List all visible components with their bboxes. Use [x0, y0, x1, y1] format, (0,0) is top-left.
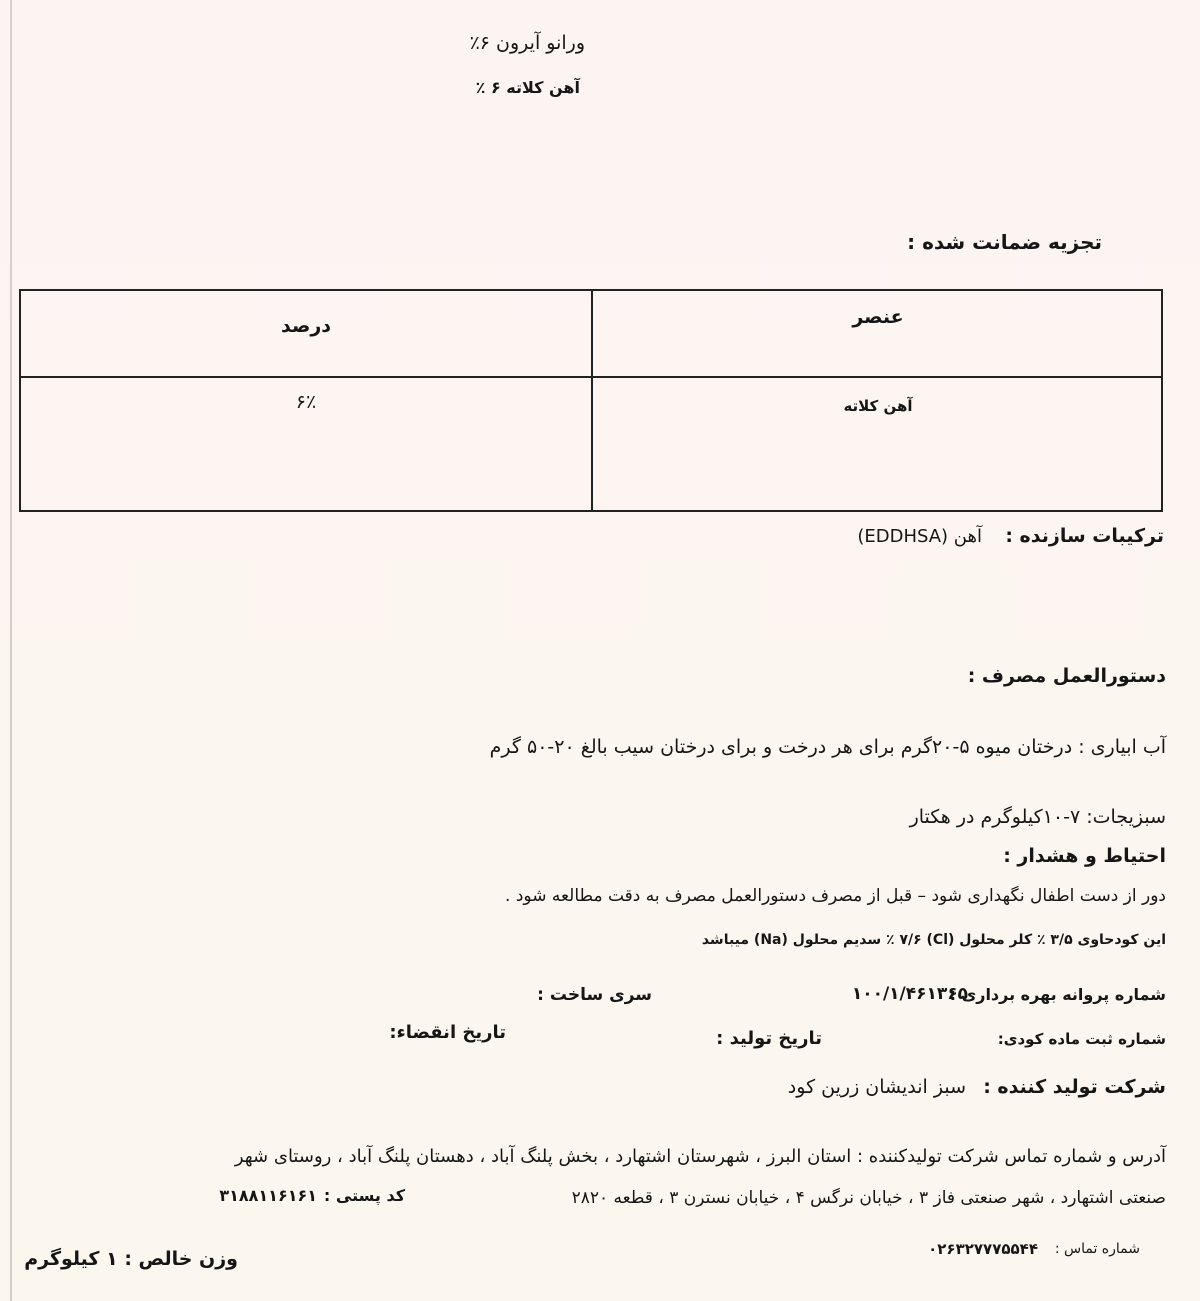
license-label: شماره پروانه بهره برداری :: [949, 985, 1166, 1004]
manufacturer-label: شرکت تولید کننده :: [983, 1076, 1166, 1098]
table-divider: [21, 376, 1161, 378]
page-edge: [10, 0, 12, 1301]
analysis-table: [19, 289, 1163, 512]
expiry-label: تاریخ انقضاء:: [389, 1022, 506, 1043]
ingredients-label: ترکیبات سازنده :: [1005, 525, 1164, 547]
license-value: ۱۰۰/۱/۴۶۱۳۶۵: [851, 984, 968, 1004]
warnings-title: احتیاط و هشدار :: [1003, 845, 1166, 867]
iron-chelate-line: آهن کلاته ۶ ٪: [475, 78, 580, 97]
instructions-irrigation: آب ابیاری : درختان میوه ۵-۲۰گرم برای هر درخت و برای درختان سیب بالغ ۲۰-۵۰ گرم: [489, 736, 1166, 758]
phone-label: شماره تماس :: [1054, 1241, 1140, 1257]
fertilizer-reg-label: شماره ثبت ماده کودی:: [997, 1030, 1166, 1048]
warnings-line2: این کودحاوی ۳/۵ ٪ کلر محلول (Cl) ۷/۶ ٪ سدیم محلول (Na) میباشد: [701, 932, 1166, 948]
warnings-line1: دور از دست اطفال نگهداری شود – قبل از مصرف دستورالعمل مصرف به دقت مطالعه شود .: [505, 886, 1166, 906]
instructions-vegetables: سبزیجات: ۷-۱۰کیلوگرم در هکتار: [909, 806, 1166, 828]
postal-label: کد پستی :: [323, 1186, 405, 1205]
ingredients-value: آهن (EDDHSA): [857, 526, 982, 547]
address-line1: آدرس و شماره تماس شرکت تولیدکننده : استان البرز ، شهرستان اشتهارد ، بخش پلنگ آباد ، دهستان پلنگ آباد ، روستای شهر: [234, 1146, 1166, 1167]
column-header-element: عنصر: [852, 306, 904, 328]
production-date-label: تاریخ تولید :: [716, 1028, 822, 1049]
manufacturer-name: سبز اندیشان زرین کود: [787, 1076, 966, 1098]
postal-code: ۳۱۸۸۱۱۶۱۶۱: [219, 1186, 317, 1205]
address-line2: صنعتی اشتهارد ، شهر صنعتی فاز ۳ ، خیابان نرگس ۴ ، خیابان نسترن ۳ ، قطعه ۲۸۲۰: [571, 1188, 1166, 1208]
column-header-percent: درصد: [280, 315, 332, 337]
batch-label: سری ساخت :: [537, 985, 652, 1005]
product-line: ورانو آیرون ۶٪: [469, 32, 585, 54]
instructions-title: دستورالعمل مصرف :: [967, 665, 1166, 687]
table-cell-element: آهن کلاته: [843, 397, 913, 415]
table-cell-percent: ۶٪: [295, 391, 317, 413]
net-weight: وزن خالص : ۱ کیلوگرم: [24, 1248, 238, 1270]
guaranteed-analysis-title: تجزیه ضمانت شده :: [907, 230, 1102, 254]
phone-number: ۰۲۶۳۲۷۷۷۵۵۴۴: [928, 1240, 1038, 1258]
